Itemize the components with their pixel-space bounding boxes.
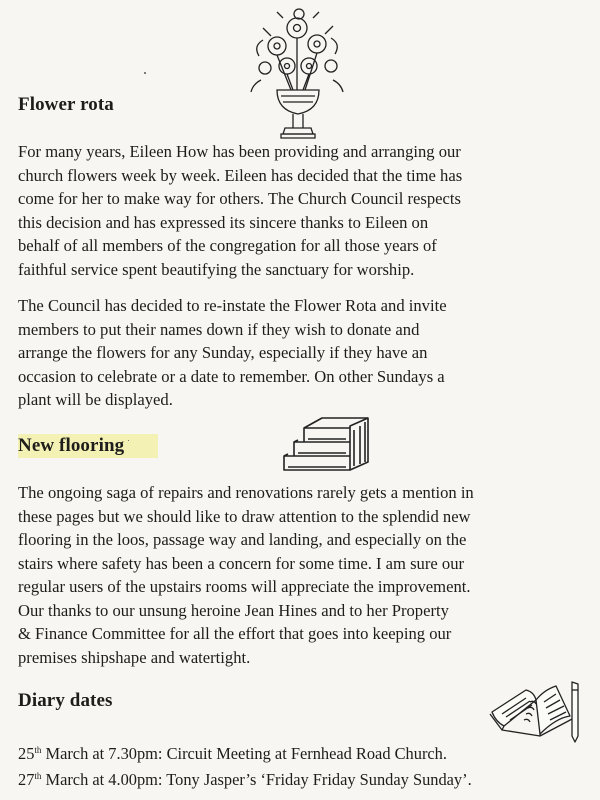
diary-entry-text: March at 4.00pm: Tony Jasper’s ‘Friday Friday Sunday Sunday’. [41,770,472,789]
paper-speck [128,440,129,441]
flower-rota-paragraph-1 [18,140,586,281]
diary-dates-list [18,739,472,791]
text-line: this decision and has expressed its sincere thanks to Eileen on [18,212,429,232]
text-line: & Finance Committee for all the effort that goes into keeping our [18,624,452,643]
text-line: come for her to make way for others. The Church Council respects [18,189,461,208]
text-line: these pages but we should like to draw attention to the splendid new [18,506,471,526]
new-flooring-paragraph [18,481,586,669]
flower-vase-icon [247,6,347,144]
diary-entry [18,739,472,765]
text-line: flooring in the loos, passage way and landing, and especially on the [18,530,467,549]
flower-rota-paragraph-2 [18,294,586,412]
text-line: premises shipshape and watertight. [18,647,251,667]
diary-entry-day-suffix: th [34,745,42,755]
diary-entry [18,765,472,791]
text-line: stairs where safety has been a concern for some time. I am sure our [18,553,465,573]
diary-entry-text: March at 7.30pm: Circuit Meeting at Fernhead Road Church. [41,744,447,763]
text-line: Our thanks to our unsung heroine Jean Hines and to her Property [18,600,449,620]
text-line: members to put their names down if they wish to donate and [18,319,420,339]
text-line: The ongoing saga of repairs and renovations rarely gets a mention in [18,483,474,502]
text-line: arrange the flowers for any Sunday, especially if they have an [18,343,428,362]
stairs-icon [280,412,372,476]
text-line: faithful service spent beautifying the sanctuary for worship. [18,259,415,279]
flower-rota-heading: Flower rota [18,94,114,115]
text-line: plant will be displayed. [18,390,173,409]
new-flooring-heading: New flooring [18,434,158,458]
text-line: behalf of all members of the congregation for all those years of [18,236,437,255]
diary-dates-heading: Diary dates [18,690,113,711]
text-line: church flowers week by week. Eileen has decided that the time has [18,165,463,185]
text-line: For many years, Eileen How has been providing and arranging our [18,142,461,161]
diary-entry-day: 27 [18,770,35,789]
diary-entry-day: 25 [18,744,35,763]
diary-entry-day-suffix: th [34,771,42,781]
text-line: regular users of the upstairs rooms will appreciate the improvement. [18,577,471,596]
text-line: The Council has decided to re-instate the Flower Rota and invite [18,296,447,315]
paper-speck [144,72,146,74]
text-line: occasion to celebrate or a date to remember. On other Sundays a [18,366,445,386]
open-diary-with-pen-icon [486,678,582,744]
